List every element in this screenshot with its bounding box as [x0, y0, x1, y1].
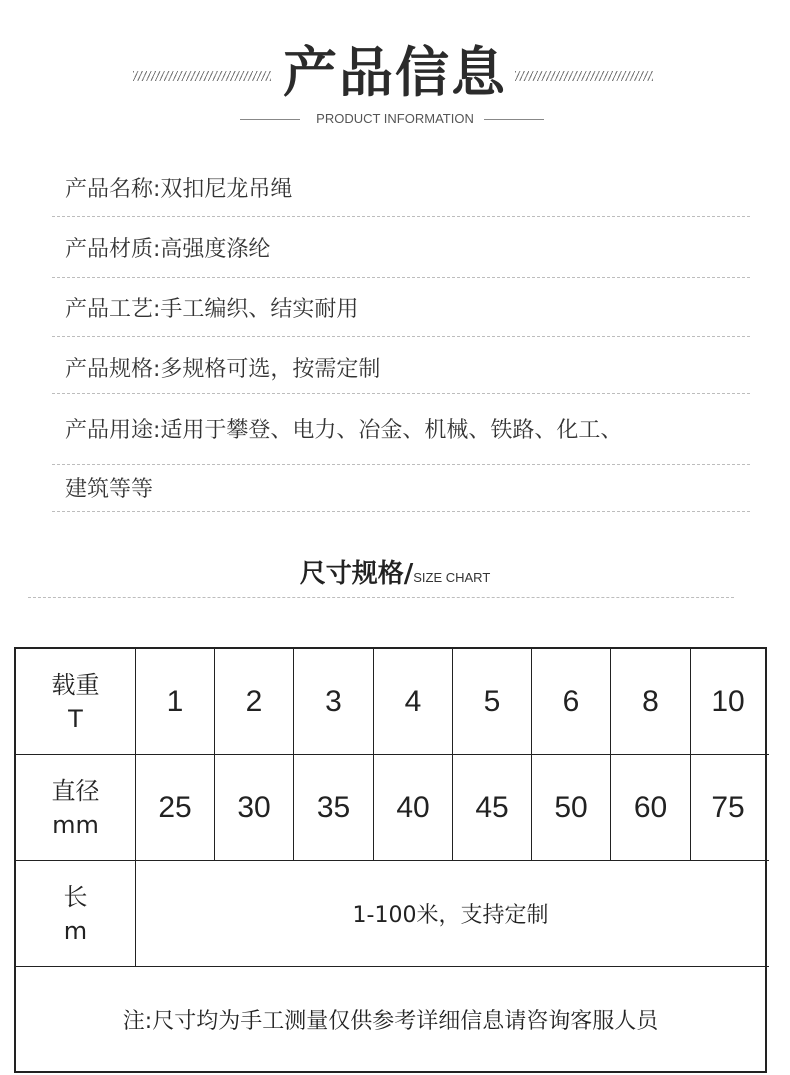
row-label-length-line2: m	[63, 916, 88, 945]
size-chart-title: 尺寸规格	[299, 559, 404, 589]
info-row-usage-cont: 建筑等等	[65, 477, 154, 502]
load-value: 8	[642, 684, 659, 718]
size-chart-divider	[28, 597, 734, 598]
info-row-material: 产品材质:高强度涤纶	[65, 237, 271, 262]
size-chart-heading	[0, 556, 790, 596]
load-value: 3	[325, 684, 342, 718]
info-row-spec: 产品规格:多规格可选，按需定制	[65, 357, 381, 382]
size-note: 注:尺寸均为手工测量仅供参考详细信息请咨询客服人员	[122, 1008, 659, 1034]
diameter-value: 40	[396, 790, 430, 824]
row-label-load-line1: 载重	[51, 670, 100, 699]
info-row-craft: 产品工艺:手工编织、结实耐用	[65, 297, 359, 322]
load-value: 1	[166, 684, 184, 718]
load-value: 2	[245, 684, 263, 718]
length-value: 1-100米，支持定制	[352, 903, 549, 928]
load-value: 10	[711, 684, 745, 718]
row-label-length	[16, 861, 135, 966]
divider	[52, 277, 750, 278]
size-table	[14, 647, 767, 1073]
divider	[52, 393, 750, 394]
divider	[52, 464, 750, 465]
diameter-value: 25	[158, 790, 192, 824]
divider	[52, 336, 750, 337]
decorative-hatch-right	[515, 71, 653, 81]
load-value: 4	[404, 684, 422, 718]
row-label-diameter	[16, 755, 135, 860]
row-label-diameter-line2: mm	[52, 810, 99, 839]
diameter-value: 50	[554, 790, 588, 824]
row-label-diameter-line1: 直径	[51, 776, 100, 805]
load-value: 6	[562, 684, 580, 718]
load-value: 5	[483, 684, 501, 718]
diameter-value: 75	[711, 790, 745, 824]
divider	[52, 216, 750, 217]
row-label-length-line1: 长	[63, 882, 88, 911]
row-label-load-line2: T	[68, 704, 83, 733]
diameter-value: 30	[237, 790, 271, 824]
size-chart-separator: /	[403, 559, 414, 589]
page-subtitle: PRODUCT INFORMATION	[316, 111, 474, 126]
subtitle-line-right	[484, 119, 544, 120]
diameter-value: 45	[475, 790, 509, 824]
info-row-usage: 产品用途:适用于攀登、电力、冶金、机械、铁路、化工、	[65, 418, 623, 443]
divider	[52, 511, 750, 512]
diameter-value: 60	[633, 790, 668, 824]
size-chart-subtitle: SIZE CHART	[413, 570, 491, 585]
diameter-value: 35	[316, 790, 351, 824]
row-label-load	[16, 649, 135, 754]
page-title: 产品信息	[283, 41, 507, 104]
info-row-name: 产品名称:双扣尼龙吊绳	[65, 177, 293, 202]
